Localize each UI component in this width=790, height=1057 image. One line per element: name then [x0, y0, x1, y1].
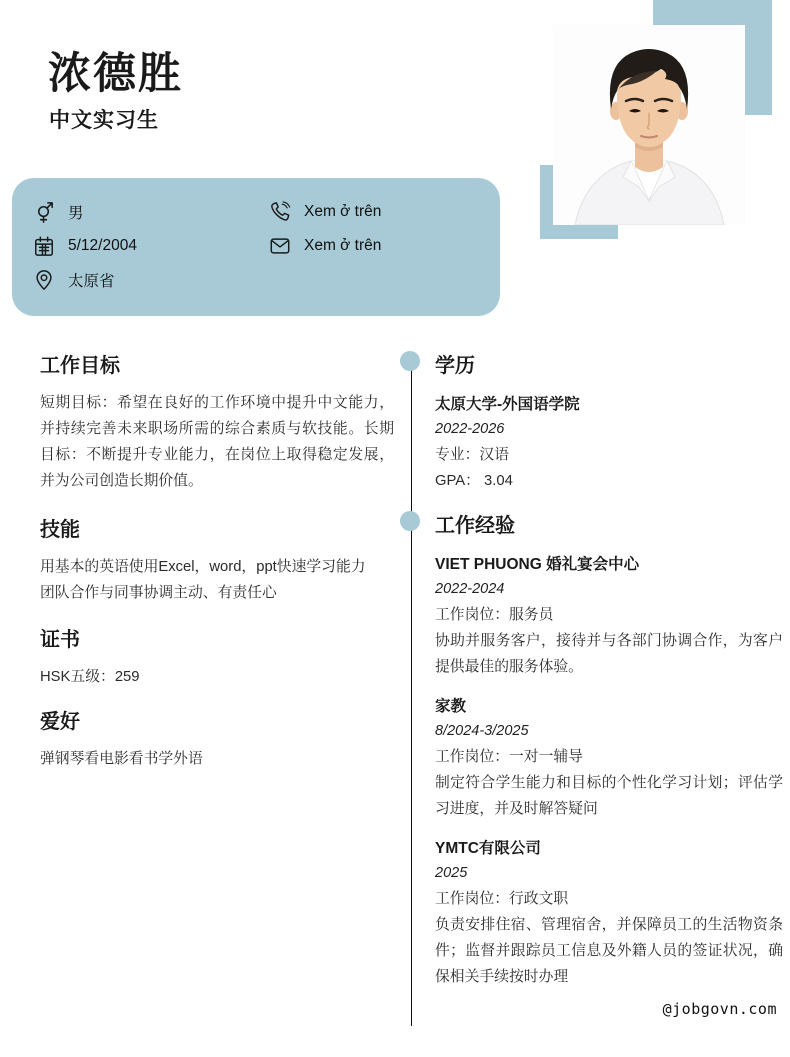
certificate-item: HSK五级：259 — [40, 669, 140, 685]
section-work-objective — [40, 349, 394, 494]
person-name: 浓德胜 — [48, 50, 183, 98]
experience-entry — [435, 553, 783, 680]
calendar-icon — [32, 234, 56, 258]
education-entry — [435, 393, 783, 494]
personal-info-box — [12, 178, 500, 316]
section-title: 工作目标 — [40, 355, 120, 377]
section-certificates — [40, 623, 394, 690]
experience-entry — [435, 837, 783, 990]
info-phone — [268, 195, 498, 229]
site-watermark: @jobgovn.com — [662, 1000, 777, 1018]
job-description: 制定符合学生能力和目标的个性化学习计划；评估学习进度，并及时解答疑问 — [435, 775, 783, 817]
section-hobbies — [40, 705, 394, 772]
education-dates: 2022-2026 — [435, 421, 505, 437]
hobby-item: 弹钢琴看电影看书学外语 — [40, 751, 203, 767]
gender-value: 男 — [68, 205, 84, 222]
info-email — [268, 229, 498, 263]
profile-photo — [553, 25, 745, 225]
experience-entry — [435, 695, 783, 822]
person-job-title: 中文实习生 — [49, 109, 159, 132]
info-location — [32, 263, 268, 297]
section-title: 技能 — [40, 519, 80, 541]
employment-dates: 2025 — [435, 865, 468, 881]
info-birthdate — [32, 229, 268, 263]
education-major: 专业：汉语 — [435, 447, 509, 463]
phone-icon — [268, 200, 292, 224]
section-title: 学历 — [435, 355, 475, 377]
timeline-dot — [400, 511, 420, 531]
location-icon — [32, 268, 56, 292]
section-title: 工作经验 — [435, 515, 515, 537]
employer-name: YMTC有限公司 — [435, 840, 541, 857]
email-value: Xem ở trên — [304, 237, 382, 254]
section-title: 证书 — [40, 629, 80, 651]
skill-item: 团队合作与同事协调主动、有责任心 — [40, 585, 277, 601]
job-position: 工作岗位：一对一辅导 — [435, 749, 583, 765]
employment-dates: 8/2024-3/2025 — [435, 723, 529, 739]
section-work-experience — [435, 509, 783, 1005]
education-gpa: GPA： 3.04 — [435, 473, 513, 489]
section-title: 爱好 — [40, 711, 80, 733]
section-education — [435, 349, 783, 509]
location-value: 太原省 — [68, 273, 115, 290]
employer-name: 家教 — [435, 698, 467, 715]
skill-item: 用基本的英语使用Excel，word，ppt快速学习能力 — [40, 559, 366, 575]
employer-name: VIET PHUONG 婚礼宴会中心 — [435, 556, 640, 573]
school-name: 太原大学-外国语学院 — [435, 396, 580, 413]
info-gender — [32, 195, 268, 229]
job-description: 负责安排住宿、管理宿舍，并保障员工的生活物资条件；监督并跟踪员工信息及外籍人员的签证状况，确保相关手续按时办理 — [435, 917, 783, 985]
phone-value: Xem ở trên — [304, 203, 382, 220]
mail-icon — [268, 234, 292, 258]
timeline-dot — [400, 351, 420, 371]
job-description: 协助并服务客户，接待并与各部门协调合作，为客户提供最佳的服务体验。 — [435, 633, 783, 675]
job-position: 工作岗位：行政文职 — [435, 891, 569, 907]
birthdate-value: 5/12/2004 — [68, 237, 137, 254]
work-objective-text: 短期目标：希望在良好的工作环境中提升中文能力，并持续完善未来职场所需的综合素质与软技能。长期目标：不断提升专业能力，在岗位上取得稳定发展，并为公司创造长期价值。 — [40, 395, 394, 489]
section-skills — [40, 513, 394, 606]
employment-dates: 2022-2024 — [435, 581, 505, 597]
gender-icon — [32, 200, 56, 224]
job-position: 工作岗位：服务员 — [435, 607, 554, 623]
timeline-divider — [411, 362, 413, 1026]
